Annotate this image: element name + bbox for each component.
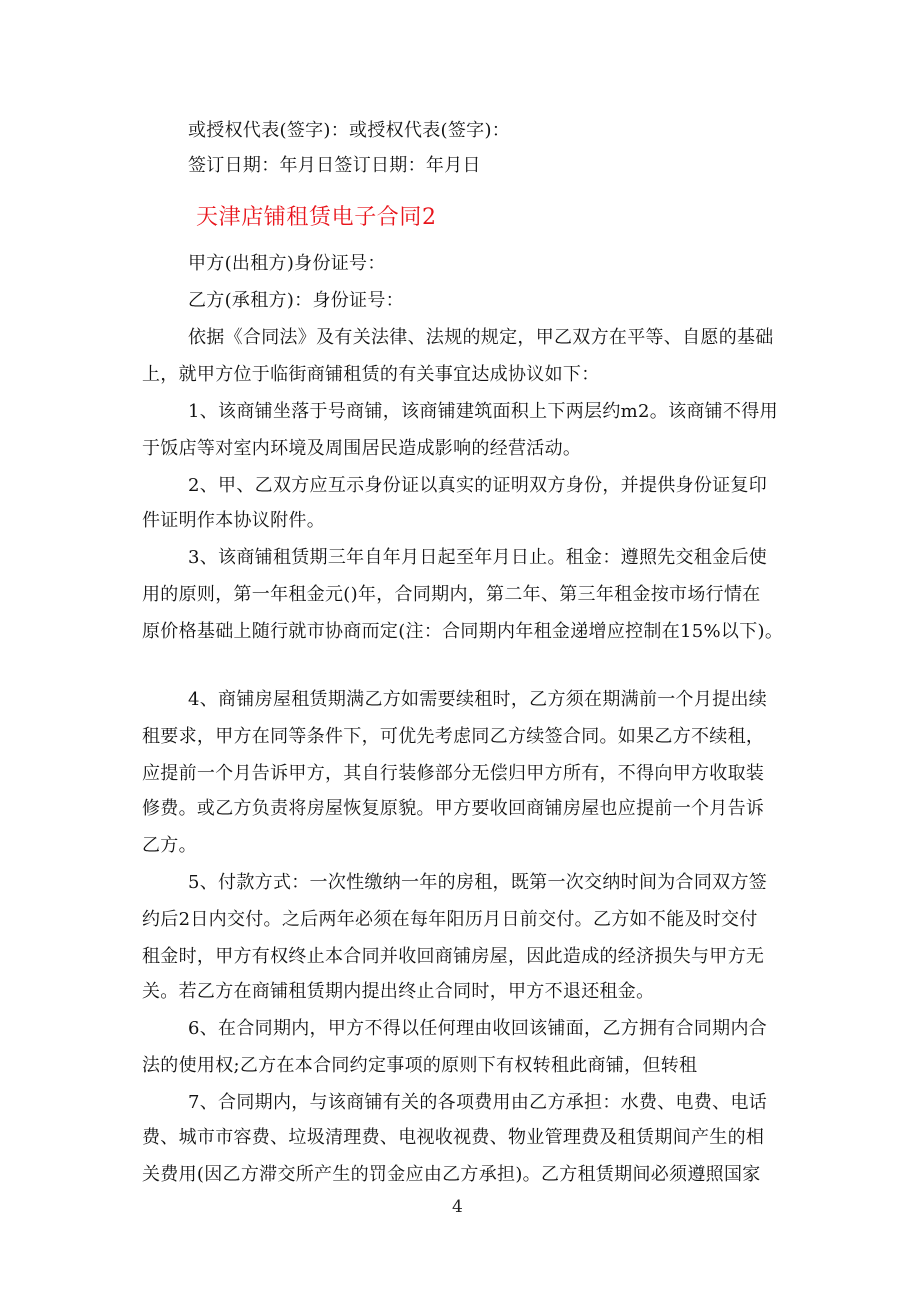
clause-4-line: 乙方。: [142, 835, 197, 856]
clause-3-line: 用的原则，第一年租金元()年，合同期内，第二年、第三年租金按市场行情在: [142, 584, 761, 605]
clause-4-line: 应提前一个月告诉甲方，其自行装修部分无偿归甲方所有，不得向甲方收取装: [142, 763, 765, 784]
date-line: 签订日期：年月日签订日期：年月日: [188, 155, 481, 176]
intro-line: 上，就甲方位于临街商铺租赁的有关事宜达成协议如下：: [142, 364, 600, 385]
clause-6-line: 6、在合同期内，甲方不得以任何理由收回该铺面，乙方拥有合同期内合: [188, 1018, 768, 1039]
clause-3-line: 原价格基础上随行就市协商而定(注：合同期内年租金递增应控制在15%以下)。: [142, 621, 784, 642]
signature-line: 或授权代表(签字)：或授权代表(签字)：: [188, 120, 511, 141]
clause-5-line: 租金时，甲方有权终止本合同并收回商铺房屋，因此造成的经济损失与甲方无: [142, 946, 765, 967]
party-b-line: 乙方(承租方)：身份证号：: [188, 290, 404, 311]
clause-6-line: 法的使用权;乙方在本合同约定事项的原则下有权转租此商铺，但转租: [142, 1055, 698, 1076]
page-number: 4: [452, 1197, 463, 1217]
clause-4-line: 修费。或乙方负责将房屋恢复原貌。甲方要收回商铺房屋也应提前一个月告诉: [142, 798, 765, 819]
clause-7-line: 7、合同期内，与该商铺有关的各项费用由乙方承担：水费、电费、电话: [188, 1092, 768, 1113]
clause-7-line: 费、城市市容费、垃圾清理费、电视收视费、物业管理费及租赁期间产生的相: [142, 1127, 765, 1148]
clause-5-line: 关。若乙方在商铺租赁期内提出终止合同时，甲方不退还租金。: [142, 981, 655, 1002]
clause-1-line: 1、该商铺坐落于号商铺，该商铺建筑面积上下两层约m2。该商铺不得用: [188, 401, 778, 422]
clause-2-line: 件证明作本协议附件。: [142, 510, 325, 531]
clause-3-line: 3、该商铺租赁期三年自年月日起至年月日止。租金：遵照先交租金后使: [188, 547, 768, 568]
clause-5-line: 5、付款方式：一次性缴纳一年的房租，既第一次交纳时间为合同双方签: [188, 872, 768, 893]
document-title: 天津店铺租赁电子合同2: [196, 205, 437, 230]
clause-7-line: 关费用(因乙方滞交所产生的罚金应由乙方承担)。乙方租赁期间必须遵照国家: [142, 1164, 761, 1185]
clause-5-line: 约后2日内交付。之后两年必须在每年阳历月日前交付。乙方如不能及时交付: [142, 909, 758, 930]
clause-4-line: 4、商铺房屋租赁期满乙方如需要续租时，乙方须在期满前一个月提出续: [188, 689, 768, 710]
clause-2-line: 2、甲、乙双方应互示身份证以真实的证明双方身份，并提供身份证复印: [188, 475, 768, 496]
party-a-line: 甲方(出租方)身份证号：: [188, 253, 386, 274]
clause-4-line: 租要求，甲方在同等条件下，可优先考虑同乙方续签合同。如果乙方不续租，: [142, 726, 765, 747]
clause-1-line: 于饭店等对室内环境及周围居民造成影响的经营活动。: [142, 438, 582, 459]
intro-line: 依据《合同法》及有关法律、法规的规定，甲乙双方在平等、自愿的基础: [188, 327, 774, 348]
